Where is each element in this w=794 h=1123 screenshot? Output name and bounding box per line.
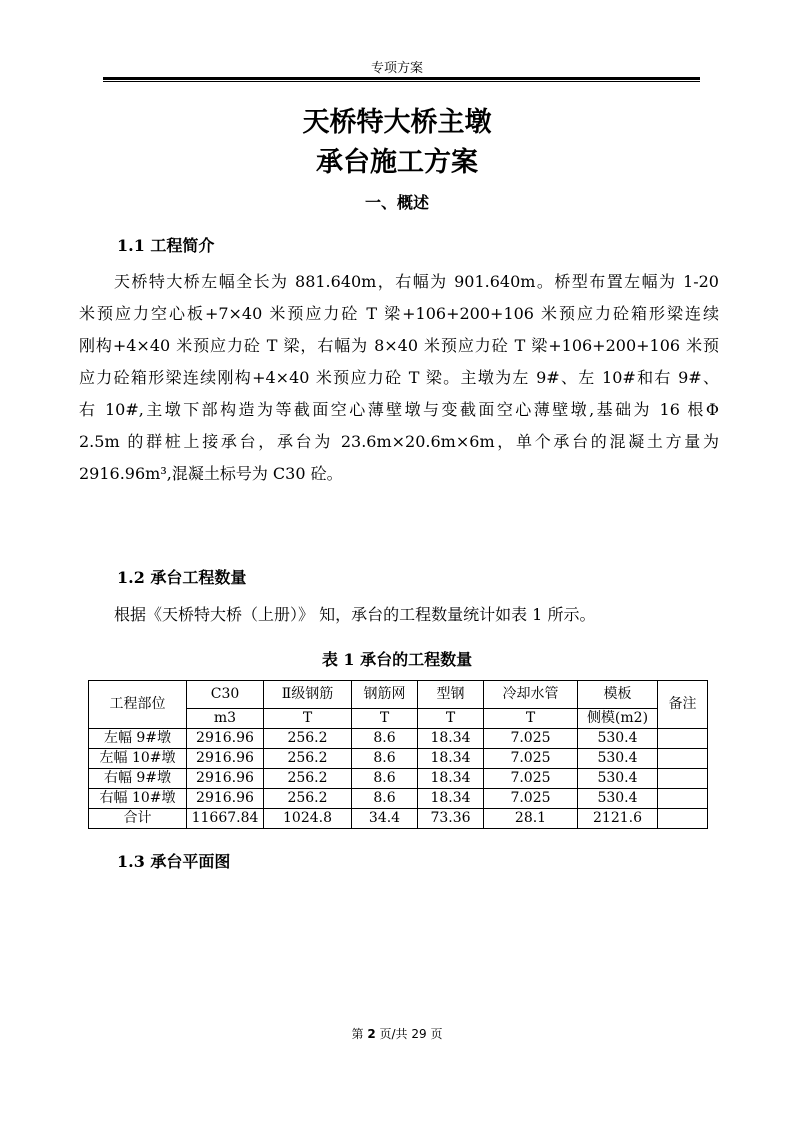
table-cell: 2916.96	[187, 789, 264, 809]
table-row	[89, 789, 708, 809]
table-cell: 256.2	[264, 729, 352, 749]
paragraph-line: 米预应力空心板+7×40 米预应力砼 T 梁+106+200+106 米预应力砼箱形梁连续	[79, 304, 719, 323]
table-row	[89, 769, 708, 789]
table-cell: 18.34	[418, 729, 484, 749]
table-cell: 右幅 10#墩	[89, 789, 187, 809]
table-unit-cell: T	[264, 709, 352, 729]
project-intro-paragraph	[79, 266, 719, 490]
table-unit-cell: m3	[187, 709, 264, 729]
footer-middle: 页/共	[379, 1027, 408, 1041]
quantities-paragraph	[114, 599, 714, 631]
table-cell: 左幅 9#墩	[89, 729, 187, 749]
document-title-line2: 承台施工方案	[316, 147, 478, 178]
footer-total-pages: 29	[411, 1027, 427, 1041]
quantity-table	[88, 680, 708, 829]
subsection-heading-plan: 1.3 承台平面图	[117, 852, 231, 871]
table-header-cell: Ⅱ级钢筋	[264, 681, 352, 709]
table-cell: 18.34	[418, 749, 484, 769]
table-cell	[658, 729, 708, 749]
table-cell: 7.025	[484, 749, 578, 769]
table-header-cell: 钢筋网	[352, 681, 418, 709]
table-row	[89, 729, 708, 749]
table-header-cell: 备注	[658, 681, 708, 729]
table-cell	[658, 809, 708, 829]
table-cell: 73.36	[418, 809, 484, 829]
table-cell: 7.025	[484, 729, 578, 749]
table-cell	[658, 769, 708, 789]
table-cell: 2916.96	[187, 729, 264, 749]
table-header-row	[89, 681, 708, 709]
table-row	[89, 749, 708, 769]
table-cell: 256.2	[264, 789, 352, 809]
table-cell: 7.025	[484, 789, 578, 809]
subsection-heading-quantities: 1.2 承台工程数量	[117, 568, 247, 587]
table-cell: 256.2	[264, 749, 352, 769]
table-cell: 34.4	[352, 809, 418, 829]
table-cell: 1024.8	[264, 809, 352, 829]
table-cell: 合计	[89, 809, 187, 829]
table-header-cell: 模板	[578, 681, 658, 709]
table-cell: 18.34	[418, 769, 484, 789]
table-cell: 530.4	[578, 729, 658, 749]
footer-suffix: 页	[430, 1027, 443, 1041]
section-heading-overview: 一、概述	[364, 193, 429, 212]
paragraph-line: 根据《天桥特大桥（上册）》 知，承台的工程数量统计如表 1 所示。	[114, 605, 596, 624]
table-cell	[658, 789, 708, 809]
table-unit-cell: T	[352, 709, 418, 729]
paragraph-line: 天桥特大桥左幅全长为 881.640m，右幅为 901.640m。桥型布置左幅为 1-20	[114, 272, 719, 291]
table-cell: 530.4	[578, 769, 658, 789]
table-cell: 18.34	[418, 789, 484, 809]
table-unit-cell: T	[484, 709, 578, 729]
paragraph-line: 2916.96m³,混凝土标号为 C30 砼。	[79, 464, 343, 483]
table-unit-cell: T	[418, 709, 484, 729]
table-cell: 8.6	[352, 769, 418, 789]
table-cell: 256.2	[264, 769, 352, 789]
header-rule-thick	[103, 77, 700, 80]
table-header-cell: C30	[187, 681, 264, 709]
table-cell: 530.4	[578, 749, 658, 769]
footer-page-number: 2	[367, 1027, 376, 1041]
table-cell: 2916.96	[187, 769, 264, 789]
table-cell: 左幅 10#墩	[89, 749, 187, 769]
table-header-cell: 型钢	[418, 681, 484, 709]
table-caption: 表 1 承台的工程数量	[321, 650, 473, 669]
table-cell: 2121.6	[578, 809, 658, 829]
table-cell: 8.6	[352, 789, 418, 809]
table-unit-cell: 侧模(m2)	[578, 709, 658, 729]
table-cell: 7.025	[484, 769, 578, 789]
table-cell: 8.6	[352, 749, 418, 769]
document-title-line1: 天桥特大桥主墩	[302, 107, 492, 138]
paragraph-line: 应力砼箱形梁连续刚构+4×40 米预应力砼 T 梁。主墩为左 9#、左 10#和右 9#、	[79, 368, 719, 387]
page-footer	[0, 1025, 794, 1042]
paragraph-line: 刚构+4×40 米预应力砼 T 梁，右幅为 8×40 米预应力砼 T 梁+106+200+106 米预	[79, 336, 719, 355]
table-cell: 11667.84	[187, 809, 264, 829]
table-total-row	[89, 809, 708, 829]
table-cell: 8.6	[352, 729, 418, 749]
page-header: 专项方案	[370, 61, 423, 76]
table-cell: 2916.96	[187, 749, 264, 769]
subsection-heading-project-intro: 1.1 工程简介	[117, 236, 215, 255]
paragraph-line: 2.5m 的群桩上接承台，承台为 23.6m×20.6m×6m，单个承台的混凝土方量为	[79, 432, 719, 451]
footer-prefix: 第	[351, 1027, 364, 1041]
table-header-cell: 冷却水管	[484, 681, 578, 709]
table-header-cell: 工程部位	[89, 681, 187, 729]
table-cell	[658, 749, 708, 769]
header-rule-thin	[103, 81, 700, 82]
table-cell: 28.1	[484, 809, 578, 829]
paragraph-line: 右 10#,主墩下部构造为等截面空心薄壁墩与变截面空心薄壁墩,基础为 16 根Φ	[79, 400, 719, 419]
table-cell: 右幅 9#墩	[89, 769, 187, 789]
table-cell: 530.4	[578, 789, 658, 809]
